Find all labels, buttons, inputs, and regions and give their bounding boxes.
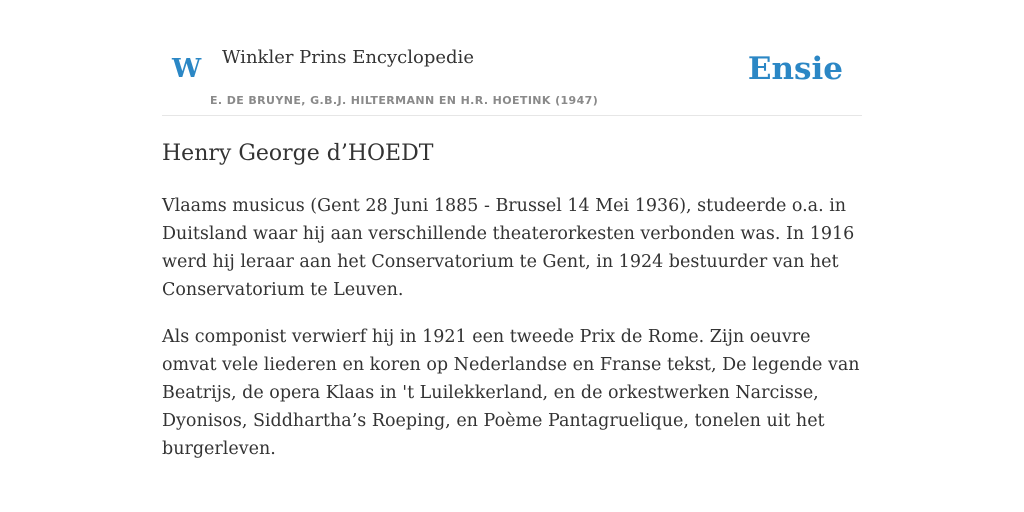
source-authors: E. DE BRUYNE, G.B.J. HILTERMANN EN H.R. HOETINK (1947) bbox=[210, 94, 599, 107]
article-paragraph: Als componist verwierf hij in 1921 een tweede Prix de Rome. Zijn oeuvre omvat vele liederen en koren op Nederlandse en Franse tekst, De legende van Beatrijs, de opera Klaas in 't Luilekkerland, en de orkestwerken Narcisse, Dyonisos, Siddhartha’s Roeping, en Poème Pantagruelique, tonelen uit het burgerleven. bbox=[162, 327, 860, 459]
winkler-prins-logo: W bbox=[172, 54, 202, 84]
source-header bbox=[162, 0, 862, 116]
article-paragraph: Vlaams musicus (Gent 28 Juni 1885 - Brussel 14 Mei 1936), studeerde o.a. in Duitsland waar hij aan verschillende theaterorkesten verbonden was. In 1916 werd hij leraar aan het Conservatorium te Gent, in 1924 bestuurder van het Conservatorium te Leuven. bbox=[162, 196, 855, 300]
ensie-logo-link[interactable]: Ensie bbox=[747, 51, 843, 87]
article-card bbox=[162, 0, 862, 459]
article-body bbox=[162, 192, 862, 482]
article-title: Henry George d’HOEDT bbox=[162, 141, 434, 166]
source-title[interactable]: Winkler Prins Encyclopedie bbox=[222, 47, 474, 68]
